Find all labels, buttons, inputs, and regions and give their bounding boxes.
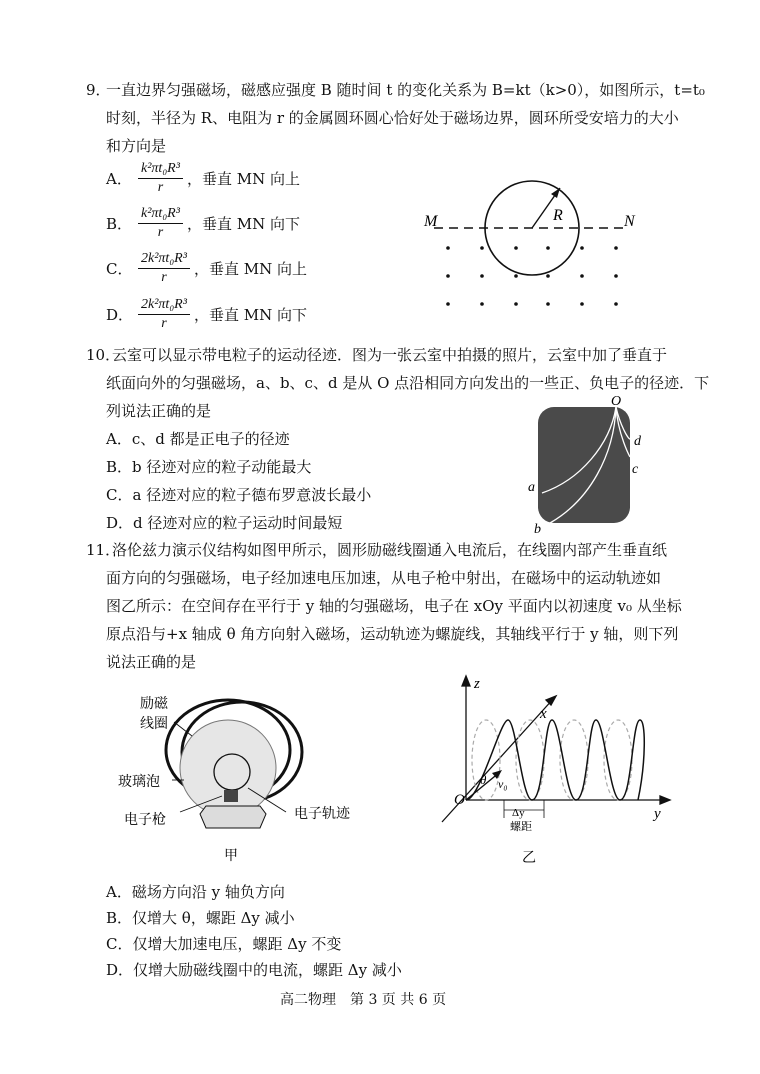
- q9-option-b[interactable]: [106, 205, 300, 242]
- q10-stem-line1: 云室可以显示带电粒子的运动径迹．图为一张云室中拍摄的照片，云室中加了垂直于: [112, 346, 668, 364]
- q11-option-c[interactable]: C．仅增大加速电压，螺距 Δy 不变: [106, 935, 342, 953]
- label-x: x: [540, 706, 547, 722]
- q10-option-a[interactable]: A．c、d 都是正电子的径迹: [106, 430, 290, 448]
- label-z: z: [474, 676, 480, 692]
- q10-option-d[interactable]: D．d 径迹对应的粒子运动时间最短: [106, 514, 343, 532]
- label-bulb: 玻璃泡: [118, 775, 160, 790]
- q11-number: 11．: [86, 541, 121, 559]
- q11-stem-line1: 洛伦兹力演示仪结构如图甲所示，圆形励磁线圈通入电流后，在线圈内部产生垂直纸: [112, 541, 668, 559]
- option-text: ，垂直 MN 向下: [186, 215, 300, 233]
- formula: $\frac{\text{k²πt₀R³}}{r}$: [138, 160, 183, 197]
- q10-stem-line2: 纸面向外的匀强磁场，a、b、c、d 是从 O 点沿相同方向发出的一些正、负电子的径迹．下: [106, 374, 710, 392]
- q11-figure-jia: [110, 688, 380, 868]
- option-text: ，垂直 MN 向上: [193, 260, 307, 278]
- label-origin: O: [454, 792, 465, 808]
- caption-yi: 乙: [522, 851, 536, 866]
- label-v0: v₀: [498, 777, 508, 791]
- q11-option-d[interactable]: D．仅增大励磁线圈中的电流，螺距 Δy 减小: [106, 961, 402, 979]
- label-r: R: [553, 207, 563, 224]
- q11-stem-line3: 图乙所示：在空间存在平行于 y 轴的匀强磁场，电子在 xOy 平面内以初速度 v₀ 从坐标: [106, 597, 682, 615]
- formula: $\frac{\text{2k²πt₀R³}}{r}$: [138, 250, 190, 287]
- label-n: N: [624, 213, 635, 230]
- label-y: y: [654, 806, 661, 822]
- q9-stem-line3: 和方向是: [106, 137, 167, 155]
- q11-stem-line5: 说法正确的是: [106, 653, 197, 671]
- q9-stem-line2: 时刻，半径为 R、电阻为 r 的金属圆环圆心恰好处于磁场边界，圆环所受安培力的大小: [106, 109, 679, 127]
- q9-number: 9．: [86, 81, 111, 99]
- q10-cloud-chamber-photo: [520, 395, 650, 537]
- label-coil-1: 励磁: [140, 697, 168, 712]
- label-theta: θ: [480, 772, 487, 787]
- q9-figure: [420, 168, 640, 318]
- helix-path: [466, 720, 644, 800]
- option-text: ，垂直 MN 向下: [193, 306, 307, 324]
- q9-option-d[interactable]: [106, 296, 307, 333]
- page-footer: 高二物理 第 3 页 共 6 页: [280, 992, 447, 1008]
- option-label: A．: [106, 170, 132, 188]
- q11-stem-line4: 原点沿与+x 轴成 θ 角方向射入磁场，运动轨迹为螺旋线，其轴线平行于 y 轴，则下列: [106, 625, 679, 643]
- option-label: C．: [106, 260, 133, 278]
- q9-option-a[interactable]: [106, 160, 300, 197]
- formula: $\frac{\text{2k²πt₀R³}}{r}$: [138, 296, 190, 333]
- label-track: 电子轨迹: [294, 807, 350, 822]
- option-label: B．: [106, 215, 133, 233]
- label-m: M: [424, 213, 438, 230]
- option-text: ，垂直 MN 向上: [186, 170, 300, 188]
- chamber-background: [538, 407, 630, 523]
- label-dy: Δy: [512, 807, 525, 819]
- label-pitch: 螺距: [510, 821, 532, 833]
- q11-stem-line2: 面方向的匀强磁场，电子经加速电压加速，从电子枪中射出，在磁场中的运动轨迹如: [106, 569, 662, 587]
- caption-jia: 甲: [224, 849, 238, 864]
- label-gun: 电子枪: [124, 813, 166, 828]
- label-a: a: [528, 480, 535, 495]
- instrument-base: [200, 806, 266, 828]
- q11-option-a[interactable]: A．磁场方向沿 y 轴负方向: [106, 883, 285, 901]
- label-b: b: [534, 522, 541, 537]
- electron-gun: [224, 790, 238, 802]
- formula: $\frac{\text{k²πt₀R³}}{r}$: [138, 205, 183, 242]
- q9-option-c[interactable]: [106, 250, 307, 287]
- q10-option-b[interactable]: B．b 径迹对应的粒子动能最大: [106, 458, 312, 476]
- q10-number: 10．: [86, 346, 121, 364]
- q9-stem-line1: 一直边界匀强磁场，磁感应强度 B 随时间 t 的变化关系为 B=kt（k>0），如图所示，t=t₀: [106, 81, 705, 99]
- q10-option-c[interactable]: C．a 径迹对应的粒子德布罗意波长最小: [106, 486, 372, 504]
- q10-stem-line3: 列说法正确的是: [106, 402, 212, 420]
- label-d: d: [634, 434, 641, 449]
- label-coil-2: 线圈: [140, 717, 168, 732]
- coordinate-axes: [442, 676, 670, 822]
- q11-option-b[interactable]: B．仅增大 θ，螺距 Δy 减小: [106, 909, 295, 927]
- label-c: c: [632, 462, 639, 477]
- label-o: O: [611, 395, 622, 409]
- magnetic-field-dots: [446, 246, 618, 306]
- q11-figure-yi: [440, 672, 680, 868]
- option-label: D．: [106, 306, 134, 324]
